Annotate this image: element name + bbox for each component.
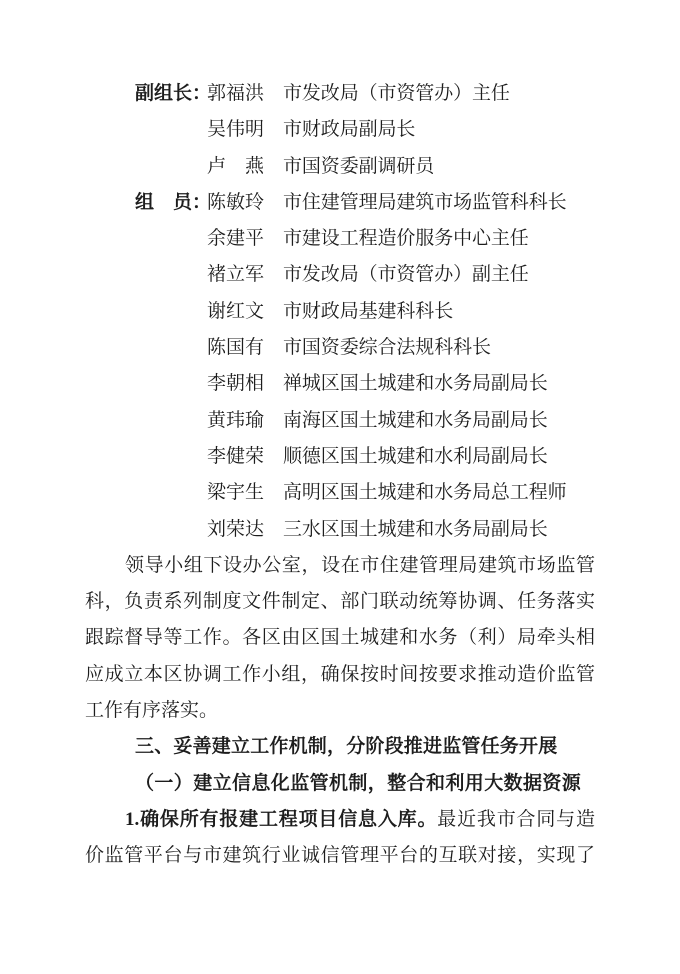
member-name: 陈敏玲 xyxy=(207,191,265,213)
member-name: 黄玮瑜 xyxy=(207,409,265,431)
member-name: 卢 燕 xyxy=(207,155,265,177)
document-content xyxy=(85,76,595,875)
roster-role-label xyxy=(135,512,207,548)
member-name: 李健荣 xyxy=(207,445,265,467)
roster-row xyxy=(85,439,595,475)
subsection-heading: （一）建立信息化监管机制，整合和利用大数据资源 xyxy=(135,772,582,794)
paragraph-line: 科，负责系列制度文件制定、部门联动统筹协调、任务落实 xyxy=(85,591,595,613)
member-name: 李朝相 xyxy=(207,373,265,395)
roster-role-label xyxy=(135,475,207,511)
roster-role-label xyxy=(135,149,207,185)
numbered-item-line xyxy=(85,802,595,838)
roster-role-label xyxy=(135,403,207,439)
roster-row xyxy=(85,366,595,402)
roster-role-label xyxy=(135,257,207,293)
roster-row xyxy=(85,112,595,148)
roster-role-label xyxy=(135,330,207,366)
member-title: 市发改局（市资管办）副主任 xyxy=(283,264,529,286)
paragraph-line: 应成立本区协调工作小组，确保按时间按要求推动造价监管 xyxy=(85,663,595,685)
roster-row xyxy=(85,475,595,511)
roster-role-label xyxy=(135,112,207,148)
item-bold-lead: 1.确保所有报建工程项目信息入库。 xyxy=(125,808,438,830)
member-title: 市国资委副调研员 xyxy=(283,155,435,177)
member-name: 梁宇生 xyxy=(207,482,265,504)
roster-role-label: 副组长： xyxy=(135,83,212,104)
member-name: 陈国有 xyxy=(207,337,265,359)
member-name: 谢红文 xyxy=(207,300,265,322)
roster-row xyxy=(85,221,595,257)
member-title: 市建设工程造价服务中心主任 xyxy=(283,228,529,250)
member-title: 禅城区国土城建和水务局副局长 xyxy=(283,373,548,395)
roster-row xyxy=(85,330,595,366)
member-title: 市财政局基建科科长 xyxy=(283,300,454,322)
roster-row xyxy=(85,185,595,221)
paragraph-line: 工作有序落实。 xyxy=(85,700,219,722)
numbered-item-line: 价监管平台与市建筑行业诚信管理平台的互联对接，实现了 xyxy=(85,845,595,867)
roster-row xyxy=(85,76,595,112)
item-text: 最近我市合同与造 xyxy=(437,808,595,830)
member-title: 南海区国土城建和水务局副局长 xyxy=(283,409,548,431)
member-title: 市发改局（市资管办）主任 xyxy=(283,83,510,104)
roster-row xyxy=(85,257,595,293)
member-title: 市住建管理局建筑市场监管科科长 xyxy=(283,191,567,213)
member-name: 郭福洪 xyxy=(207,83,265,104)
member-title: 高明区国土城建和水务局总工程师 xyxy=(283,482,567,504)
member-title: 市国资委综合法规科科长 xyxy=(283,337,491,359)
roster-row xyxy=(85,294,595,330)
roster-row xyxy=(85,149,595,185)
member-name: 褚立军 xyxy=(207,264,265,286)
roster-row xyxy=(85,512,595,548)
roster-role-label xyxy=(135,439,207,475)
member-name: 刘荣达 xyxy=(207,518,265,540)
member-title: 三水区国土城建和水务局副局长 xyxy=(283,518,548,540)
member-name: 余建平 xyxy=(207,228,265,250)
roster-role-label xyxy=(135,221,207,257)
section-heading: 三、妥善建立工作机制，分阶段推进监管任务开展 xyxy=(135,736,558,758)
paragraph-line: 跟踪督导等工作。各区由区国土城建和水务（利）局牵头相 xyxy=(85,627,595,649)
member-title: 顺德区国土城建和水利局副局长 xyxy=(283,445,548,467)
roster-role-label xyxy=(135,366,207,402)
roster-role-label xyxy=(135,294,207,330)
member-title: 市财政局副局长 xyxy=(283,119,416,141)
paragraph-line: 领导小组下设办公室，设在市住建管理局建筑市场监管 xyxy=(125,554,595,576)
roster-row xyxy=(85,403,595,439)
member-name: 吴伟明 xyxy=(207,119,265,141)
roster-role-label: 组 员： xyxy=(135,191,212,213)
